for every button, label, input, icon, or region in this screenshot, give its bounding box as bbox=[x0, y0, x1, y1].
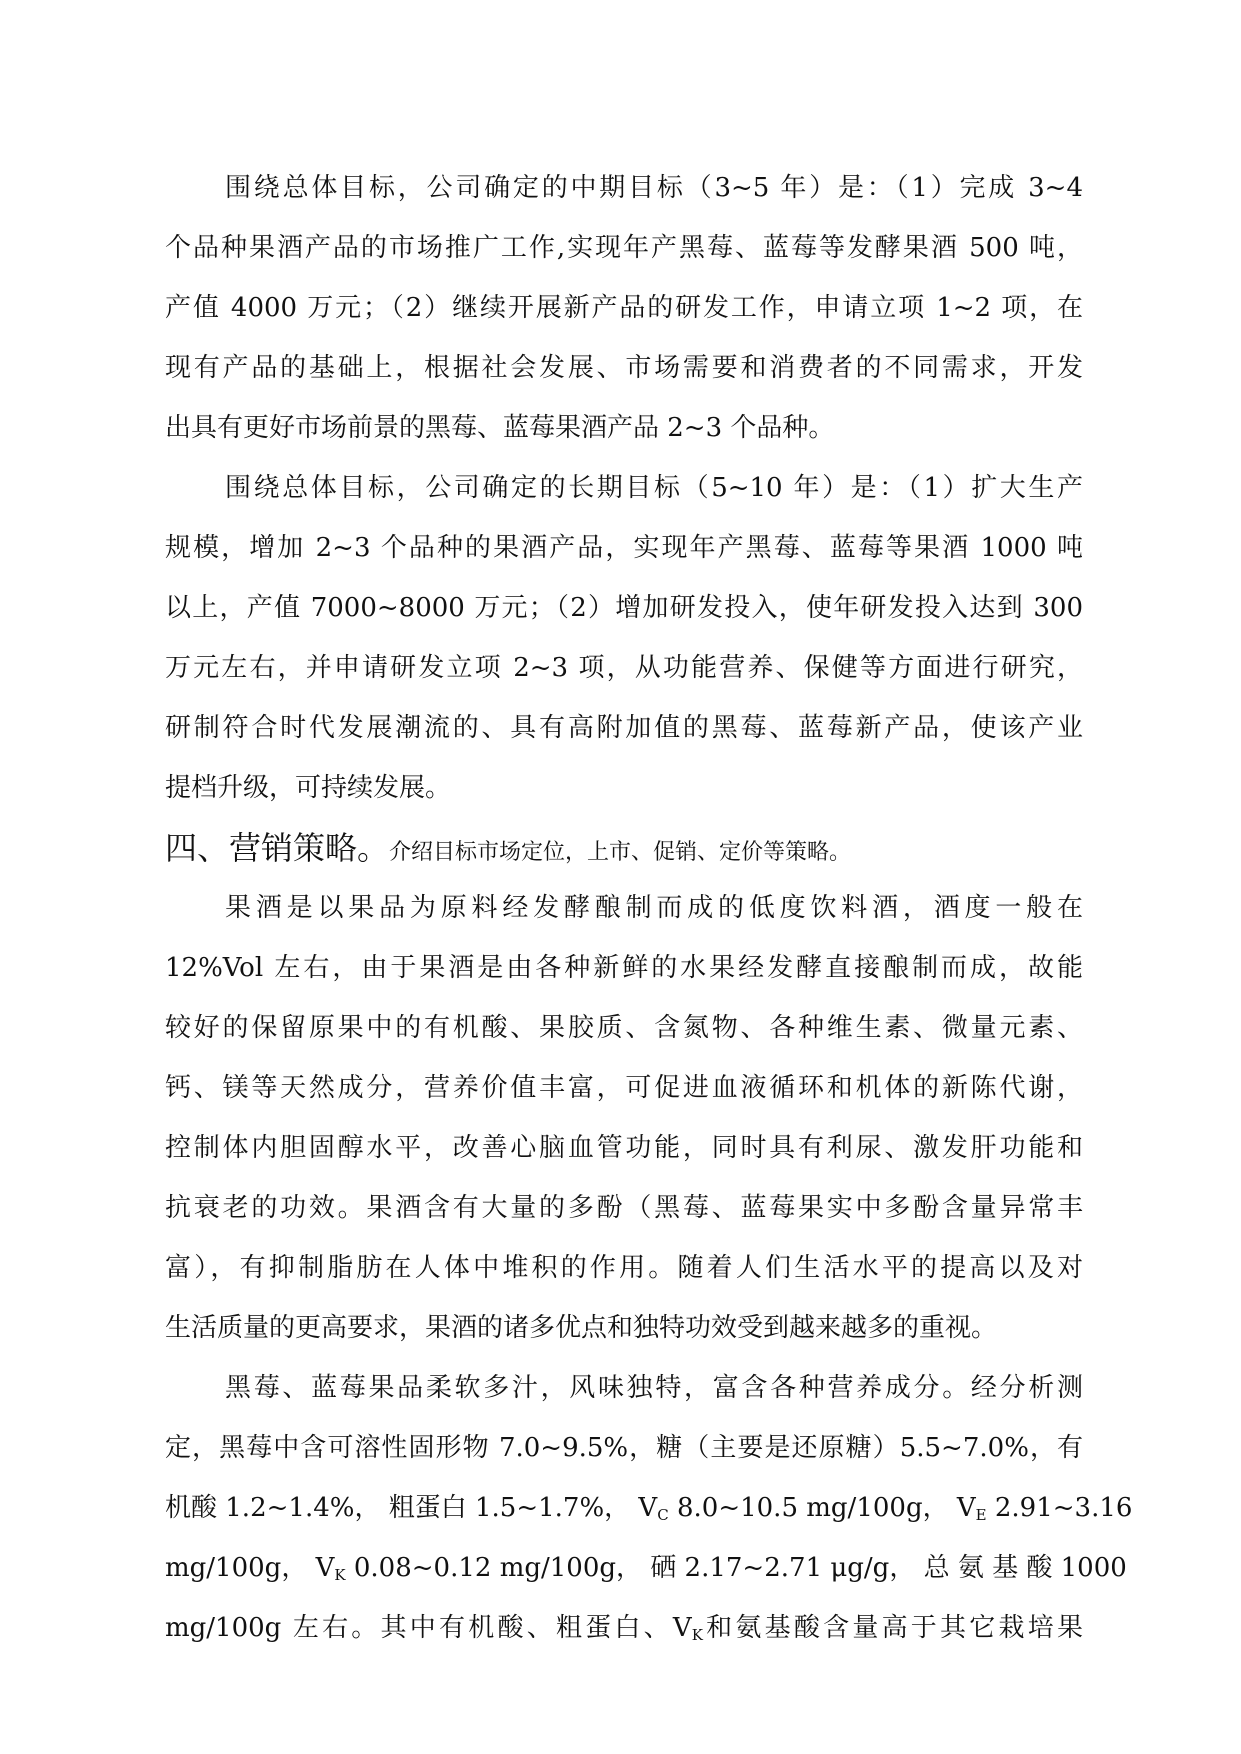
paragraph-fruit-wine-intro bbox=[165, 878, 1083, 1358]
text-line: 富），有抑制脂肪在人体中堆积的作用。随着人们生活水平的提高以及对 bbox=[165, 1253, 1083, 1283]
text-line: 研制符合时代发展潮流的、具有高附加值的黑莓、蓝莓新产品，使该产业 bbox=[165, 713, 1083, 743]
text-segment: 机酸 1.2~1.4%， 粗蛋白 1.5~1.7%， V bbox=[165, 1493, 658, 1523]
text-line bbox=[165, 1478, 1133, 1538]
text-line: 以上，产值 7000~8000 万元；（2）增加研发投入，使年研发投入达到 300 bbox=[165, 593, 1083, 623]
text-segment: 和氨基酸含量高于其它栽培果 bbox=[702, 1613, 1083, 1643]
text-line: 规模，增加 2~3 个品种的果酒产品，实现年产黑莓、蓝莓等果酒 1000 吨 bbox=[165, 533, 1083, 563]
text-line: 12%Vol 左右，由于果酒是由各种新鲜的水果经发酵直接酿制而成，故能 bbox=[165, 953, 1083, 983]
text-line: 个品种果酒产品的市场推广工作,实现年产黑莓、蓝莓等发酵果酒 500 吨， bbox=[165, 233, 1083, 263]
text-segment: mg/100g， V bbox=[165, 1553, 335, 1583]
section-heading bbox=[165, 818, 1083, 878]
text-segment: 2.91~3.16 bbox=[986, 1493, 1133, 1523]
text-line: 围绕总体目标，公司确定的长期目标（5~10 年）是：（1）扩大生产 bbox=[225, 473, 1083, 503]
text-line: 现有产品的基础上，根据社会发展、市场需要和消费者的不同需求，开发 bbox=[165, 353, 1083, 383]
text-line: 定，黑莓中含可溶性固形物 7.0~9.5%，糖（主要是还原糖）5.5~7.0%，有 bbox=[165, 1433, 1083, 1463]
document-page bbox=[165, 158, 1133, 1658]
text-line: 围绕总体目标，公司确定的中期目标（3~5 年）是：（1）完成 3~4 bbox=[225, 173, 1083, 203]
paragraph-berry-nutrition bbox=[165, 1358, 1133, 1658]
subscript: E bbox=[975, 1506, 987, 1524]
text-line: 果酒是以果品为原料经发酵酿制而成的低度饮料酒，酒度一般在 bbox=[225, 893, 1083, 923]
subscript: K bbox=[691, 1626, 703, 1644]
subscript: K bbox=[334, 1566, 346, 1584]
text-segment: 0.08~0.12 mg/100g， 硒 2.17~2.71 μg/g， 总 氨 基 酸 1000 bbox=[345, 1553, 1127, 1583]
section-title: 四、营销策略。 bbox=[165, 829, 390, 867]
text-line: 生活质量的更高要求，果酒的诸多优点和独特功效受到越来越多的重视。 bbox=[165, 1313, 998, 1343]
paragraph-longterm-goals bbox=[165, 458, 1083, 818]
text-line: 黑莓、蓝莓果品柔软多汁，风味独特，富含各种营养成分。经分析测 bbox=[225, 1373, 1083, 1403]
text-line: 钙、镁等天然成分，营养价值丰富，可促进血液循环和机体的新陈代谢， bbox=[165, 1073, 1083, 1103]
text-line: 产值 4000 万元；（2）继续开展新产品的研发工作，申请立项 1~2 项，在 bbox=[165, 293, 1083, 323]
text-line bbox=[165, 1538, 1127, 1598]
text-line bbox=[165, 1598, 1083, 1658]
text-line: 抗衰老的功效。果酒含有大量的多酚（黑莓、蓝莓果实中多酚含量异常丰 bbox=[165, 1193, 1083, 1223]
text-segment: mg/100g 左右。其中有机酸、粗蛋白、V bbox=[165, 1613, 692, 1643]
text-line: 提档升级，可持续发展。 bbox=[165, 773, 452, 803]
text-line: 出具有更好市场前景的黑莓、蓝莓果酒产品 2~3 个品种。 bbox=[165, 413, 835, 443]
section-note: 介绍目标市场定位，上市、促销、定价等策略。 bbox=[389, 840, 852, 865]
paragraph-midterm-goals bbox=[165, 158, 1083, 458]
text-line: 较好的保留原果中的有机酸、果胶质、含氮物、各种维生素、微量元素、 bbox=[165, 1013, 1083, 1043]
text-line: 控制体内胆固醇水平，改善心脑血管功能，同时具有利尿、激发肝功能和 bbox=[165, 1133, 1083, 1163]
subscript: C bbox=[657, 1506, 669, 1524]
text-segment: 8.0~10.5 mg/100g， V bbox=[668, 1493, 976, 1523]
text-line: 万元左右，并申请研发立项 2~3 项，从功能营养、保健等方面进行研究， bbox=[165, 653, 1083, 683]
